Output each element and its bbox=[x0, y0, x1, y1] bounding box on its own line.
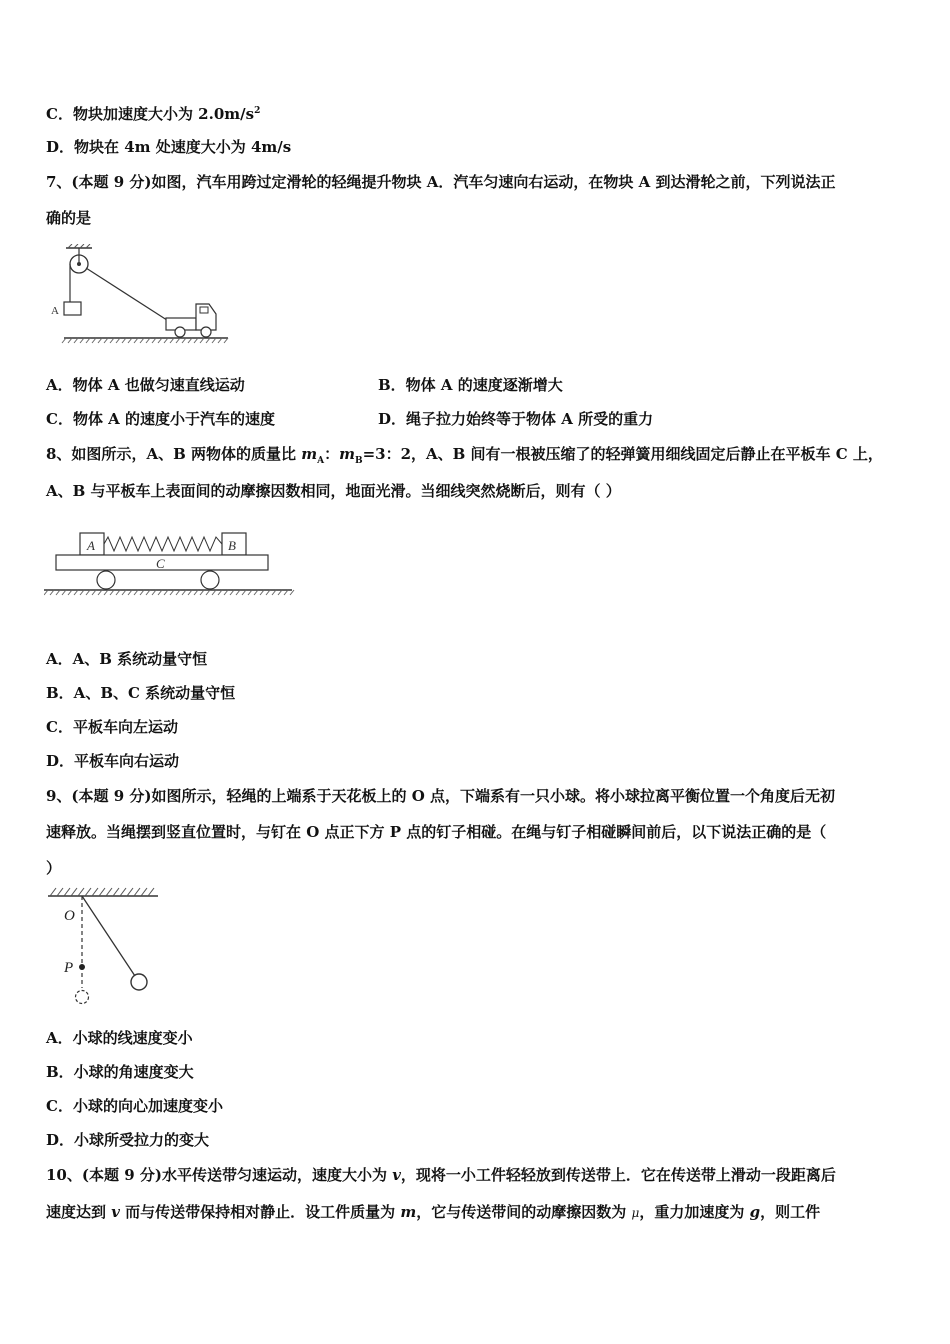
q10-velocity-symbol: v bbox=[392, 1166, 401, 1184]
q8-sub-a: A bbox=[317, 456, 325, 466]
q8-stem-line2: A、B 与平板车上表面间的动摩擦因数相同，地面光滑。当细线突然烧断后，则有（ ） bbox=[46, 482, 621, 500]
q10-stem-line2-b: 而与传送带保持相对静止．设工件质量为 bbox=[119, 1203, 401, 1221]
q10-stem-line2-c: ，它与传送带间的动摩擦因数为 bbox=[416, 1203, 632, 1221]
q7-option-a: A．物体 A 也做匀速直线运动 bbox=[46, 376, 245, 394]
q6-option-c-text: C．物块加速度大小为 2.0m/s bbox=[46, 105, 255, 123]
q7-pulley-truck-figure bbox=[46, 244, 236, 348]
q10-stem-line2-e: ，则工件 bbox=[760, 1203, 821, 1221]
q9-stem-line1: 9、(本题 9 分)如图所示，轻绳的上端系于天花板上的 O 点，下端系有一只小球。将小球拉离平衡位置一个角度后无初 bbox=[46, 787, 836, 805]
q10-stem-line2-a: 速度达到 bbox=[46, 1203, 112, 1221]
q7-figure-label-a: A bbox=[51, 305, 59, 317]
q8-mass-symbol-b: m bbox=[339, 445, 355, 463]
q7-option-c: C．物体 A 的速度小于汽车的速度 bbox=[46, 410, 276, 428]
q9-stem-line3: ） bbox=[46, 859, 62, 877]
q8-mass-symbol-a: m bbox=[301, 445, 318, 463]
q8-stem-line1 bbox=[46, 444, 883, 471]
q10-stem-line1-a: 10、(本题 9 分)水平传送带匀速运动，速度大小为 bbox=[46, 1166, 393, 1184]
q9-option-d: D．小球所受拉力的变大 bbox=[46, 1131, 210, 1149]
q10-stem-line1-b: ，现将一小工件轻轻放到传送带上．它在传送带上滑动一段距离后 bbox=[400, 1166, 836, 1184]
q10-stem-line2-d: ，重力加速度为 bbox=[639, 1203, 750, 1221]
q8-spring-cart-figure bbox=[44, 528, 296, 600]
q8-option-b: B．A、B、C 系统动量守恒 bbox=[46, 684, 236, 702]
q6-option-c bbox=[46, 101, 260, 124]
q8-option-a: A．A、B 系统动量守恒 bbox=[46, 650, 208, 668]
q10-stem-line1 bbox=[46, 1165, 836, 1185]
q10-mass-symbol: m bbox=[400, 1203, 417, 1221]
q8-figure-label-b: B bbox=[228, 538, 236, 553]
q9-option-c: C．小球的向心加速度变小 bbox=[46, 1097, 223, 1115]
q8-sub-b: B bbox=[354, 456, 363, 466]
q10-stem-line2 bbox=[46, 1202, 820, 1223]
q8-option-c: C．平板车向左运动 bbox=[46, 718, 178, 736]
q7-stem-line1: 7、(本题 9 分)如图，汽车用跨过定滑轮的轻绳提升物块 A．汽车匀速向右运动，在物块 A 到达滑轮之前，下列说法正 bbox=[46, 173, 836, 191]
q8-colon: ： bbox=[324, 445, 340, 463]
q9-option-b: B．小球的角速度变大 bbox=[46, 1063, 194, 1081]
q8-option-d: D．平板车向右运动 bbox=[46, 752, 180, 770]
q9-option-a: A．小球的线速度变小 bbox=[46, 1029, 193, 1047]
q8-figure-label-a: A bbox=[87, 538, 95, 553]
q10-velocity-symbol-2: v bbox=[111, 1203, 120, 1221]
q6-option-c-sup: 2 bbox=[254, 106, 261, 116]
q7-option-b: B．物体 A 的速度逐渐增大 bbox=[378, 376, 563, 394]
q8-figure-label-c: C bbox=[156, 556, 165, 571]
q9-figure-label-o: O bbox=[64, 908, 75, 924]
q6-option-d: D．物块在 4m 处速度大小为 4m/s bbox=[46, 138, 292, 156]
q8-stem-line1-b: =3：2，A、B 间有一根被压缩了的轻弹簧用细线固定后静止在平板车 C 上， bbox=[362, 445, 883, 463]
q9-pendulum-figure bbox=[44, 884, 164, 1008]
q9-stem-line2: 速释放。当绳摆到竖直位置时，与钉在 O 点正下方 P 点的钉子相碰。在绳与钉子相碰瞬间前后，以下说法正确的是（ bbox=[46, 823, 827, 841]
q8-stem-line1-a: 8、如图所示，A、B 两物体的质量比 bbox=[46, 445, 302, 463]
q7-option-d: D．绳子拉力始终等于物体 A 所受的重力 bbox=[378, 410, 654, 428]
q9-figure-label-p: P bbox=[64, 960, 74, 976]
q10-friction-symbol: μ bbox=[631, 1206, 640, 1220]
q10-gravity-symbol: g bbox=[749, 1203, 761, 1221]
q7-stem-line2: 确的是 bbox=[46, 209, 92, 227]
